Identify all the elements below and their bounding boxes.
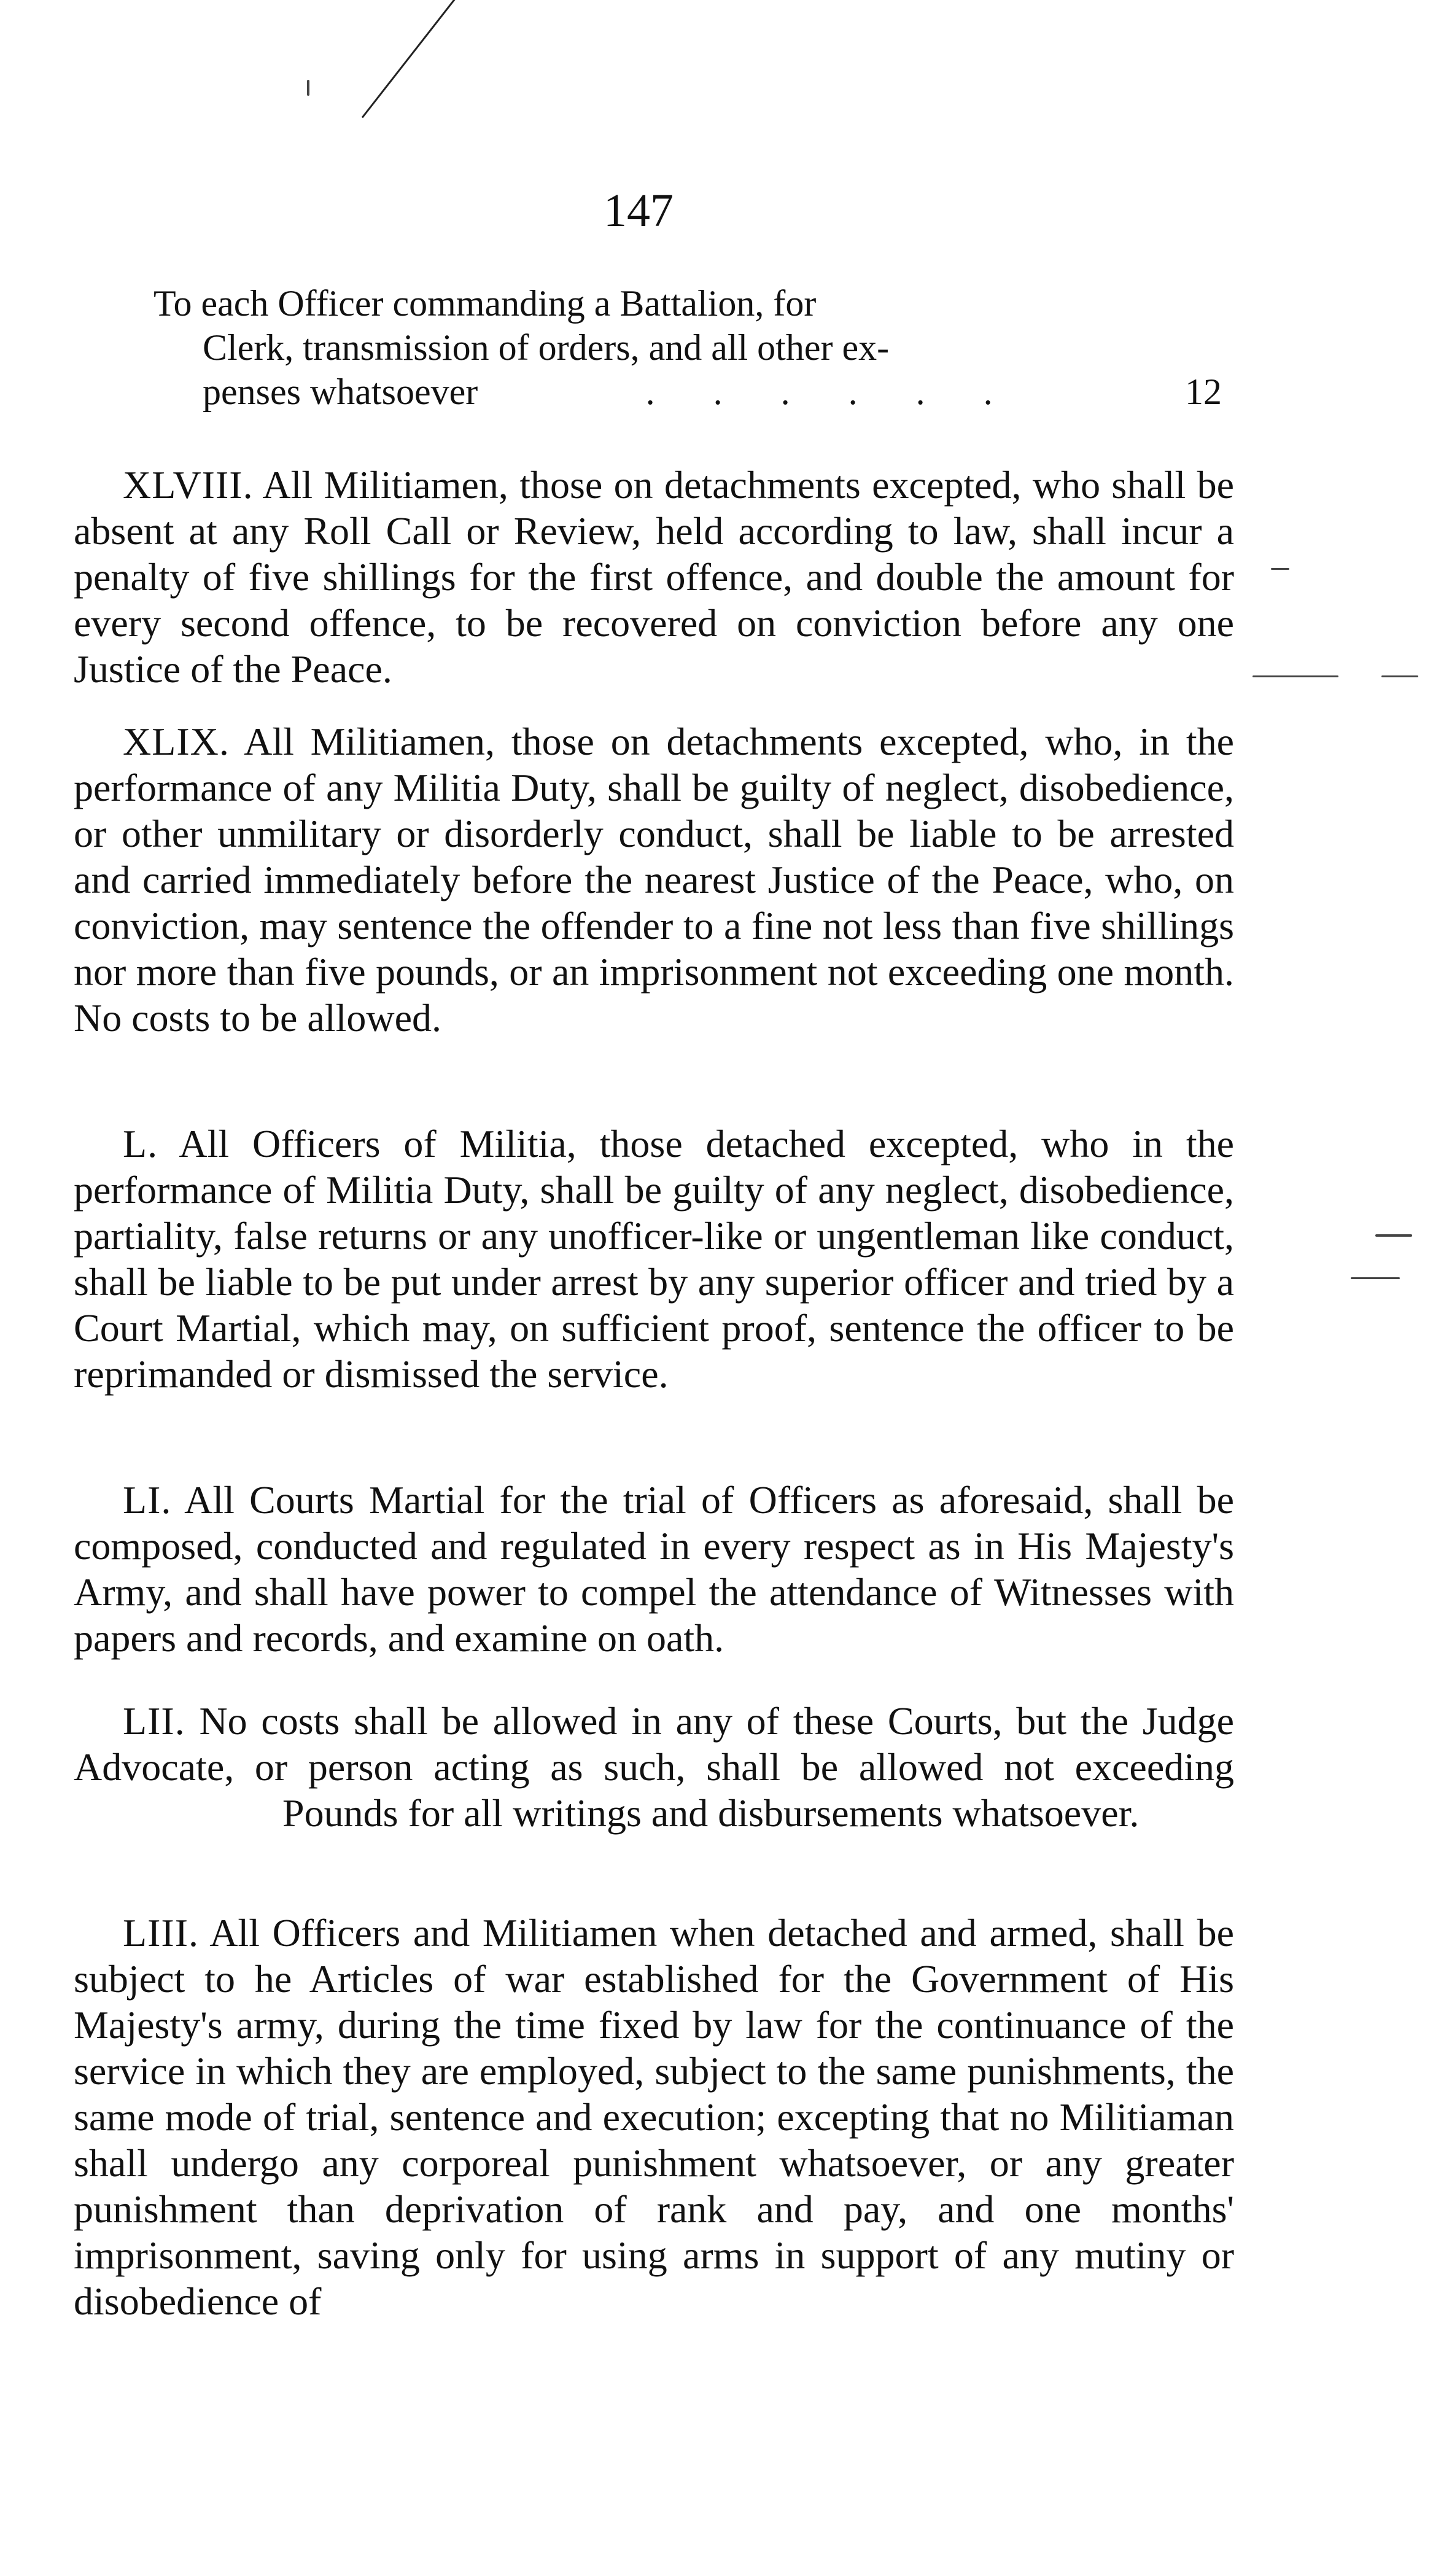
section-liii [74, 1910, 1234, 2324]
ink-speck [307, 80, 309, 96]
section-text: All Courts Martial for the trial of Officers as aforesaid, shall be composed, conducted and regulated in every respect as in His Majesty's Army, and shall have power to compel the attendance of Witnesses with papers and records, and examine on oath. [74, 1478, 1235, 1660]
section-numeral: LI. [123, 1478, 172, 1522]
section-lii [74, 1698, 1234, 1836]
allowance-amount: 12 [1185, 372, 1222, 412]
section-numeral: LII. [123, 1699, 185, 1743]
section-numeral: LIII. [123, 1911, 200, 1955]
ink-speck [1252, 675, 1338, 677]
section-numeral: XLIX. [123, 720, 230, 763]
section-li [74, 1477, 1234, 1661]
section-paragraph [74, 1698, 1234, 1836]
section-text: All Militiamen, those on detachments excepted, who shall be absent at any Roll Call or Review, held according to law, shall incur a penalty of five shillings for the first offence, and double the amount for every second offence, to be recovered on conviction before any one Justice of the Peace. [74, 463, 1235, 691]
section-paragraph [74, 1121, 1234, 1397]
section-text-before-blank: No costs shall be allowed in any of these Courts, but the Judge Advocate, or person acting as such, shall be allowed not exceeding [74, 1699, 1235, 1789]
section-text: All Militiamen, those on detachments excepted, who, in the performance of any Militia Duty, shall be guilty of neglect, disobedience, or other unmilitary or disorderly conduct, shall be liable to be arrested and carried immediately before the nearest Justice of the Peace, who, on conviction, may sentence the offender to a fine not less than five shillings nor more than five pounds, or an imprisonment not exceeding one month. No costs to be allowed. [74, 720, 1235, 1040]
section-xlix [74, 718, 1234, 1041]
ink-stroke-mark [362, 0, 476, 118]
allowance-line-1: To each Officer commanding a Battalion, for [153, 283, 817, 324]
section-numeral: XLVIII. [123, 463, 254, 507]
section-numeral: L. [123, 1122, 158, 1165]
ink-speck [1271, 568, 1289, 570]
section-paragraph [74, 1477, 1234, 1661]
ink-speck [1351, 1277, 1400, 1279]
dot-leader: . . . . . . [645, 372, 1017, 412]
section-text: All Officers of Militia, those detached excepted, who in the performance of Militia Duty, shall be guilty of any neglect, disobedience, partiality, false returns or any unofficer-like or ungentleman like conduct, shall be liable to be put under arrest by any superior officer and tried by a Court Martial, which may, on sufficient proof, sentence the officer to be reprimanded or dismissed the service. [74, 1122, 1235, 1396]
section-paragraph [74, 1910, 1234, 2324]
allowance-line-3-text: penses whatsoever [203, 372, 478, 412]
section-l [74, 1121, 1234, 1397]
section-text: All Officers and Militiamen when detached and armed, shall be subject to he Articles of war established for the Government of His Majesty's army, during the time fixed by law for the continuance of the service in which they are employed, subject to the same punishments, the same mode of trial, sentence and execution; excepting that no Militiaman shall undergo any corporeal punishment whatsoever, or any greater punishment than deprivation of rank and pay, and one months' imprisonment, saving only for using arms in support of any mutiny or disobedience of [74, 1911, 1235, 2323]
ink-speck [1375, 1234, 1412, 1237]
page-number: 147 [604, 185, 674, 236]
section-xlviii [74, 462, 1234, 692]
section-paragraph [74, 718, 1234, 1041]
allowance-line-2: Clerk, transmission of orders, and all other ex- [203, 327, 890, 368]
section-text-after-blank: Pounds for all writings and disbursements whatsoever. [282, 1791, 1140, 1835]
section-paragraph [74, 462, 1234, 692]
allowance-entry [153, 281, 1222, 414]
ink-speck [1381, 675, 1418, 677]
allowance-line-3 [153, 370, 1222, 414]
